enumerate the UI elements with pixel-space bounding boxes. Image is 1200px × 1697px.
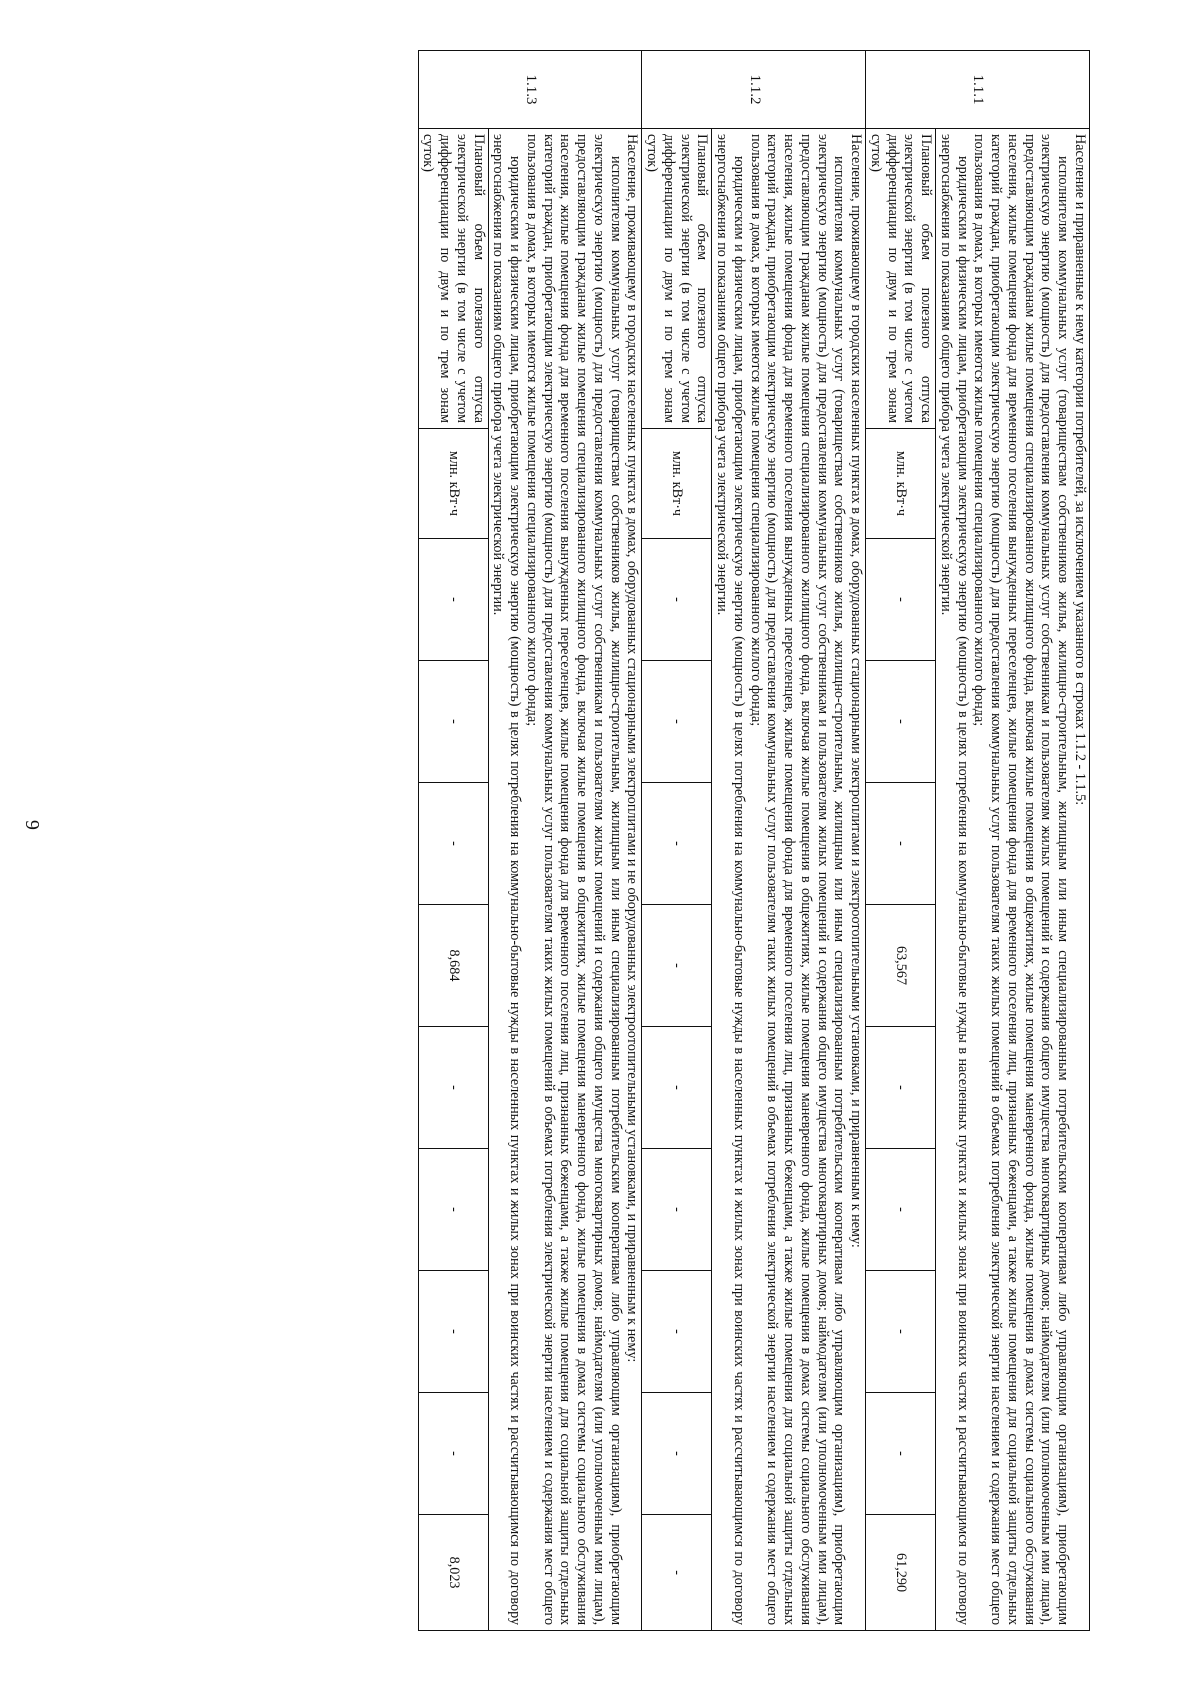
section-description-row <box>712 51 866 1631</box>
category-paragraph: юридическим и физическим лицам, приобретающим электрическую энергию (мощность) в целях потребления на коммунально-бытовые нужды в населенных пунктах и жилых зонах при воинских частях и рассчитывающимся по договору энергоснабжения по показаниям общего прибора учета электрической энергии. <box>938 134 971 1626</box>
value-cell: - <box>418 539 488 661</box>
value-cell: - <box>866 1393 936 1515</box>
volume-row <box>642 51 712 1631</box>
value-cell: - <box>866 661 936 783</box>
row-number: 1.1.1 <box>866 51 1090 129</box>
page-number: 6 <box>22 820 44 830</box>
category-paragraph: юридическим и физическим лицам, приобретающим электрическую энергию (мощность) в целях потребления на коммунально-бытовые нужды в населенных пунктах и жилых зонах при воинских частях и рассчитывающимся по договору энергоснабжения по показаниям общего прибора учета электрической энергии. <box>714 134 747 1626</box>
category-paragraph: исполнителям коммунальных услуг (товариществам собственников жилья, жилищно-строительным, жилищным или иным специализированным потребительским кооперативам либо управляющим организациям), приобретающим электрическую энергию (мощность) для предоставления коммунальных услуг собственникам и пользователям жилых помещений и содержания общего имущества многоквартирных домов; наймодателям (или уполномоченным ими лицам), предоставляющим гражданам жилые помещения специализированного жилищного фонда, включая жилые помещения в общежитиях, жилые помещения маневренного фонда, жилые помещения в домах системы социального обслуживания населения, жилые помещения фонда для временного поселения вынужденных переселенцев, жилые помещения фонда для временного поселения лиц, признанных беженцами, а также жилые помещения для социальной защиты отдельных категорий граждан, приобретающим электрическую энергию (мощность) для предоставления коммунальных услуг пользователям таких жилых помещений в объемах потребления электрической энергии населением и содержания мест общего пользования в домах, в которых имеются жилые помещения специализированного жилого фонда; <box>524 134 624 1626</box>
value-cell: - <box>642 1393 712 1515</box>
category-header: Население, проживающему в городских населенных пунктах в домах, оборудованных стационарными электроплитами и не оборудованных электроотопительными установками, и приравненным к нему: <box>624 134 641 1363</box>
volume-row <box>866 51 936 1631</box>
value-cell: - <box>866 1149 936 1271</box>
value-cell: - <box>642 1027 712 1149</box>
volume-label: Плановый объем полезного отпуска электрической энергии (в том числе с учетом дифференциации по двум и по трем зонам суток) <box>642 129 712 429</box>
value-cell: - <box>418 1393 488 1515</box>
value-cell: - <box>642 1271 712 1393</box>
tariff-table <box>418 50 1090 1631</box>
value-cell: - <box>642 783 712 905</box>
category-description <box>712 129 866 1631</box>
category-description <box>488 129 642 1631</box>
category-description <box>936 129 1090 1631</box>
value-cell: - <box>642 1149 712 1271</box>
value-cell: - <box>866 539 936 661</box>
unit-cell: млн. кВт·ч <box>866 429 936 539</box>
section-description-row <box>488 51 642 1631</box>
value-cell: - <box>642 661 712 783</box>
value-cell: - <box>866 783 936 905</box>
value-cell: - <box>418 1027 488 1149</box>
value-cell: 8,684 <box>418 905 488 1027</box>
volume-label: Плановый объем полезного отпуска электрической энергии (в том числе с учетом дифференциации по двум и по трем зонам суток) <box>418 129 488 429</box>
volume-row <box>418 51 488 1631</box>
value-cell: 8,023 <box>418 1515 488 1631</box>
value-cell: - <box>418 661 488 783</box>
value-cell: - <box>642 905 712 1027</box>
category-paragraph: исполнителям коммунальных услуг (товариществам собственников жилья, жилищно-строительным, жилищным или иным специализированным потребительским кооперативам либо управляющим организациям), приобретающим электрическую энергию (мощность) для предоставления коммунальных услуг собственникам и пользователям жилых помещений и содержания общего имущества многоквартирных домов; наймодателям (или уполномоченным ими лицам), предоставляющим гражданам жилые помещения специализированного жилищного фонда, включая жилые помещения в общежитиях, жилые помещения маневренного фонда, жилые помещения в домах системы социального обслуживания населения, жилые помещения фонда для временного поселения вынужденных переселенцев, жилые помещения фонда для временного поселения лиц, признанных беженцами, а также жилые помещения для социальной защиты отдельных категорий граждан, приобретающим электрическую энергию (мощность) для предоставления коммунальных услуг пользователям таких жилых помещений в объемах потребления электрической энергии населением и содержания мест общего пользования в домах, в которых имеются жилые помещения специализированного жилого фонда; <box>747 134 848 1626</box>
tariff-table-sheet <box>110 50 1090 1630</box>
category-header: Население и приравненные к нему категории потребителей, за исключением указанного в строках 1.1.2 - 1.1.5: <box>1072 134 1088 806</box>
value-cell: 61,290 <box>866 1515 936 1631</box>
value-cell: - <box>418 1271 488 1393</box>
unit-cell: млн. кВт·ч <box>418 429 488 539</box>
value-cell: - <box>642 1515 712 1631</box>
unit-cell: млн. кВт·ч <box>642 429 712 539</box>
value-cell: 63,567 <box>866 905 936 1027</box>
row-number: 1.1.2 <box>642 51 866 129</box>
value-cell: - <box>866 1027 936 1149</box>
volume-label: Плановый объем полезного отпуска электрической энергии (в том числе с учетом дифференциации по двум и по трем зонам суток) <box>866 129 936 429</box>
section-description-row <box>936 51 1090 1631</box>
category-header: Население, проживающему в городских населенных пунктах в домах, оборудованных стационарными электроплитами и электроотопительными установками, и приравненным к нему: <box>848 134 865 1248</box>
category-paragraph: исполнителям коммунальных услуг (товариществам собственников жилья, жилищно-строительным, жилищным или иным специализированным потребительским кооперативам либо управляющим организациям), приобретающим электрическую энергию (мощность) для предоставления коммунальных услуг собственникам и пользователям жилых помещений и содержания общего имущества многоквартирных домов; наймодателям (или уполномоченным ими лицам), предоставляющим гражданам жилые помещения специализированного жилищного фонда, включая жилые помещения в общежитиях, жилые помещения маневренного фонда, жилые помещения в домах системы социального обслуживания населения, жилые помещения фонда для временного поселения вынужденных переселенцев, жилые помещения фонда для временного поселения лиц, признанных беженцами, а также жилые помещения для социальной защиты отдельных категорий граждан, приобретающим электрическую энергию (мощность) для предоставления коммунальных услуг пользователям таких жилых помещений в объемах потребления электрической энергии населением и содержания мест общего пользования в домах, в которых имеются жилые помещения специализированного жилого фонда; <box>971 134 1072 1626</box>
category-paragraph: юридическим и физическим лицам, приобретающим электрическую энергию (мощность) в целях потребления на коммунально-бытовые нужды в населенных пунктах и жилых зонах при воинских частях и рассчитывающимся по договору энергоснабжения по показаниям общего прибора учета электрической энергии. <box>490 134 524 1626</box>
value-cell: - <box>642 539 712 661</box>
row-number: 1.1.3 <box>418 51 642 129</box>
value-cell: - <box>418 1149 488 1271</box>
value-cell: - <box>418 783 488 905</box>
value-cell: - <box>866 1271 936 1393</box>
